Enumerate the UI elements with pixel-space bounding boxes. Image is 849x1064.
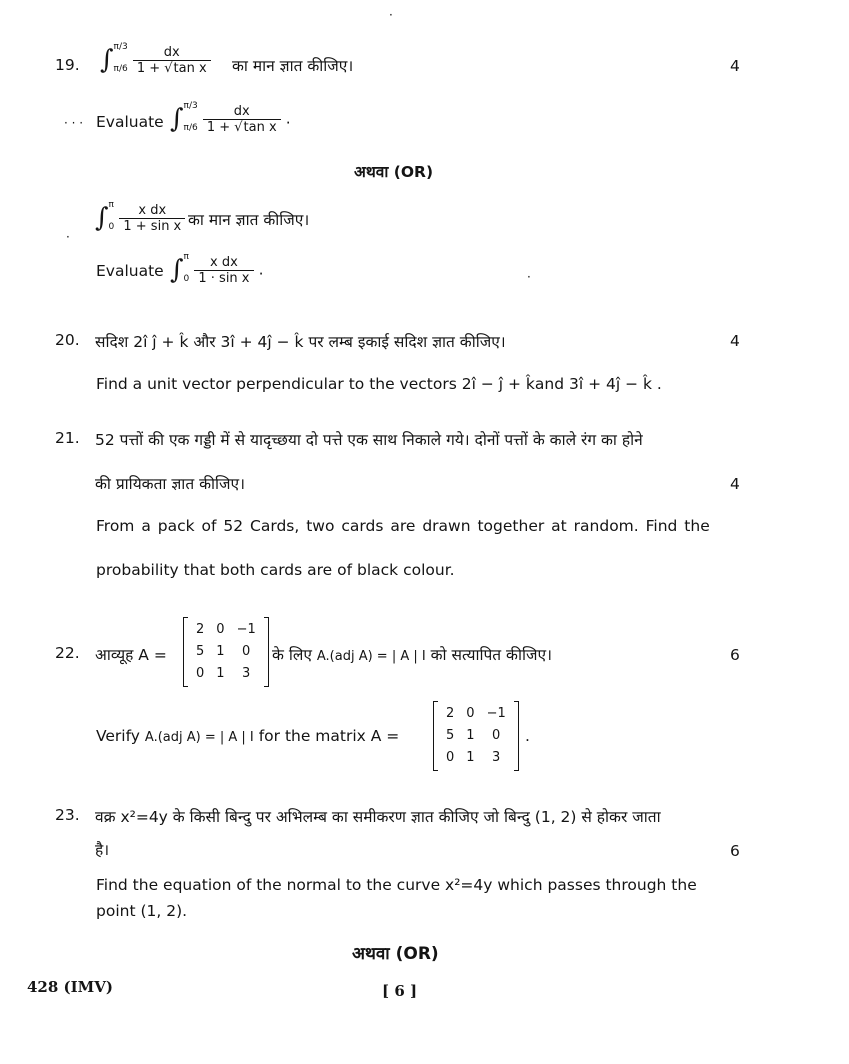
english-prefix: Verify — [96, 727, 140, 745]
hindi-matrix-label: आव्यूह A = — [95, 646, 167, 664]
integral-expression — [100, 38, 211, 82]
upper-limit: π/3 — [113, 42, 128, 52]
hindi-suffix: पर लम्ब इकाई सदिश ज्ञात कीजिए। — [308, 333, 506, 351]
matrix-cell: 1 — [216, 666, 225, 681]
denominator-prefix: 1 + — [136, 60, 161, 76]
hindi-question-text — [95, 330, 506, 352]
question-number: 21. — [55, 429, 80, 447]
matrix-cell: 0 — [216, 622, 225, 637]
integral-limits — [184, 246, 190, 290]
matrix — [183, 618, 269, 686]
matrix-cell: 0 — [446, 750, 455, 765]
lower-limit: 0 — [183, 274, 190, 284]
english-prefix: Find a unit vector perpendicular to the vectors — [96, 375, 457, 393]
marks: 6 — [730, 842, 740, 860]
denominator: 1 + sin x — [119, 218, 185, 234]
sentence-end: . — [656, 375, 662, 393]
vector-1: 2î ĵ + k̂ — [133, 333, 189, 351]
english-middle: for the matrix A = — [258, 727, 400, 745]
lower-limit: π/6 — [113, 64, 128, 74]
page-number: [ 6 ] — [382, 982, 418, 1000]
english-question-line-1: Find the equation of the normal to the curve x²=4y which passes through the — [96, 876, 697, 894]
matrix-cell: 2 — [196, 622, 205, 637]
question-number: 20. — [55, 331, 80, 349]
hindi-question-text: का मान ज्ञात कीजिए। — [232, 57, 354, 75]
matrix-cell: 0 — [466, 706, 475, 721]
marks: 4 — [730, 57, 740, 75]
or-heading: अथवा (OR) — [352, 944, 439, 964]
integral-expression-or — [95, 196, 185, 240]
hindi-question-line-1: 52 पत्तों की एक गड्डी में से यादृच्छया दो पत्ते एक साथ निकाले गये। दोनों पत्तों के काले रंग का होने — [95, 431, 643, 449]
hindi-prefix: सदिश — [95, 333, 129, 351]
denominator: 1 + √tan x — [203, 119, 281, 135]
hindi-question-line-2: है। — [95, 841, 110, 859]
stray-dot: · — [527, 270, 531, 284]
numerator: x dx — [138, 202, 167, 218]
identity-expression: A.(adj A) = | A | I — [144, 730, 254, 745]
vector-2: 3î + 4ĵ − k̂ — [568, 375, 652, 393]
upper-limit: π/3 — [183, 101, 198, 111]
integral-sign: ∫ — [170, 104, 184, 134]
matrix-cell: 1 — [466, 750, 475, 765]
sentence-end: . — [258, 260, 264, 279]
lower-limit: π/6 — [183, 123, 198, 133]
or-heading: अथवा (OR) — [354, 163, 434, 181]
integral-expression-or-english — [170, 248, 264, 292]
matrix-cell: 5 — [446, 728, 455, 743]
integral-limits — [184, 95, 198, 139]
upper-limit: π — [108, 200, 114, 210]
question-number: 22. — [55, 644, 80, 662]
matrix-table — [190, 619, 262, 685]
sqrt-term: tan x — [173, 60, 207, 76]
integral-limits — [114, 36, 128, 80]
matrix-cell: −1 — [486, 706, 506, 721]
integral-expression-english — [170, 97, 291, 141]
question-number: 23. — [55, 806, 80, 824]
marks: 4 — [730, 475, 740, 493]
matrix-cell: 1 — [466, 728, 475, 743]
denominator-prefix: 1 + — [206, 119, 231, 135]
hindi-and: और — [193, 333, 216, 351]
identity-expression: A.(adj A) = | A | I — [316, 649, 426, 664]
matrix-cell: −1 — [236, 622, 256, 637]
matrix-english — [433, 702, 519, 770]
numerator: dx — [233, 103, 250, 119]
matrix-table — [440, 703, 512, 769]
fraction — [119, 203, 185, 234]
english-evaluate-label: Evaluate — [96, 262, 164, 280]
hindi-question-text — [272, 643, 552, 665]
stray-dots: · · · — [64, 116, 84, 130]
integral-sign: ∫ — [95, 203, 109, 233]
english-question-text — [96, 727, 399, 745]
upper-limit: π — [183, 252, 189, 262]
matrix-cell: 0 — [492, 728, 501, 743]
marks: 4 — [730, 332, 740, 350]
matrix-cell: 3 — [242, 666, 251, 681]
vector-1: 2î − ĵ + k̂ — [461, 375, 535, 393]
matrix-cell: 0 — [196, 666, 205, 681]
hindi-question-line-2: की प्रायिकता ज्ञात कीजिए। — [95, 475, 245, 493]
integral-sign: ∫ — [100, 45, 114, 75]
vector-2: 3î + 4ĵ − k̂ — [220, 333, 304, 351]
hindi-question-line-1: वक्र x²=4y के किसी बिन्दु पर अभिलम्ब का समीकरण ज्ञात कीजिए जो बिन्दु (1, 2) से होकर जाता — [95, 808, 661, 826]
hindi-suffix: को सत्यापित कीजिए। — [430, 646, 552, 664]
english-question-line-2: probability that both cards are of black colour. — [96, 561, 455, 579]
hindi-middle: के लिए — [272, 646, 312, 664]
sentence-end: . — [285, 109, 291, 128]
sentence-end: . — [525, 727, 530, 745]
numerator: dx — [163, 44, 180, 60]
fraction — [203, 104, 281, 135]
fraction — [133, 45, 211, 76]
matrix-cell: 0 — [242, 644, 251, 659]
matrix-cell: 2 — [446, 706, 455, 721]
matrix-cell: 1 — [216, 644, 225, 659]
english-evaluate-label: Evaluate — [96, 113, 164, 131]
paper-code: 428 (IMV) — [27, 978, 113, 996]
numerator: x dx — [210, 254, 238, 270]
matrix-cell: 3 — [492, 750, 501, 765]
matrix-cell: 5 — [196, 644, 205, 659]
english-question-line-1: From a pack of 52 Cards, two cards are drawn together at random. Find the — [96, 517, 710, 535]
integral-limits — [109, 194, 115, 238]
english-and: and — [534, 375, 565, 393]
matrix-bracket — [183, 618, 269, 686]
hindi-question-text: का मान ज्ञात कीजिए। — [188, 211, 310, 229]
lower-limit: 0 — [108, 222, 115, 232]
fraction — [194, 255, 253, 286]
denominator: 1 · sin x — [194, 270, 253, 286]
question-number: 19. — [55, 56, 80, 74]
sqrt-term: tan x — [243, 119, 277, 135]
integral-sign: ∫ — [170, 255, 184, 285]
matrix-bracket — [433, 702, 519, 770]
english-question-text — [96, 375, 662, 393]
marks: 6 — [730, 646, 740, 664]
stray-dot: · — [66, 230, 70, 244]
english-question-line-2: point (1, 2). — [96, 902, 188, 920]
stray-dot: · — [389, 8, 393, 22]
denominator: 1 + √tan x — [133, 60, 211, 76]
